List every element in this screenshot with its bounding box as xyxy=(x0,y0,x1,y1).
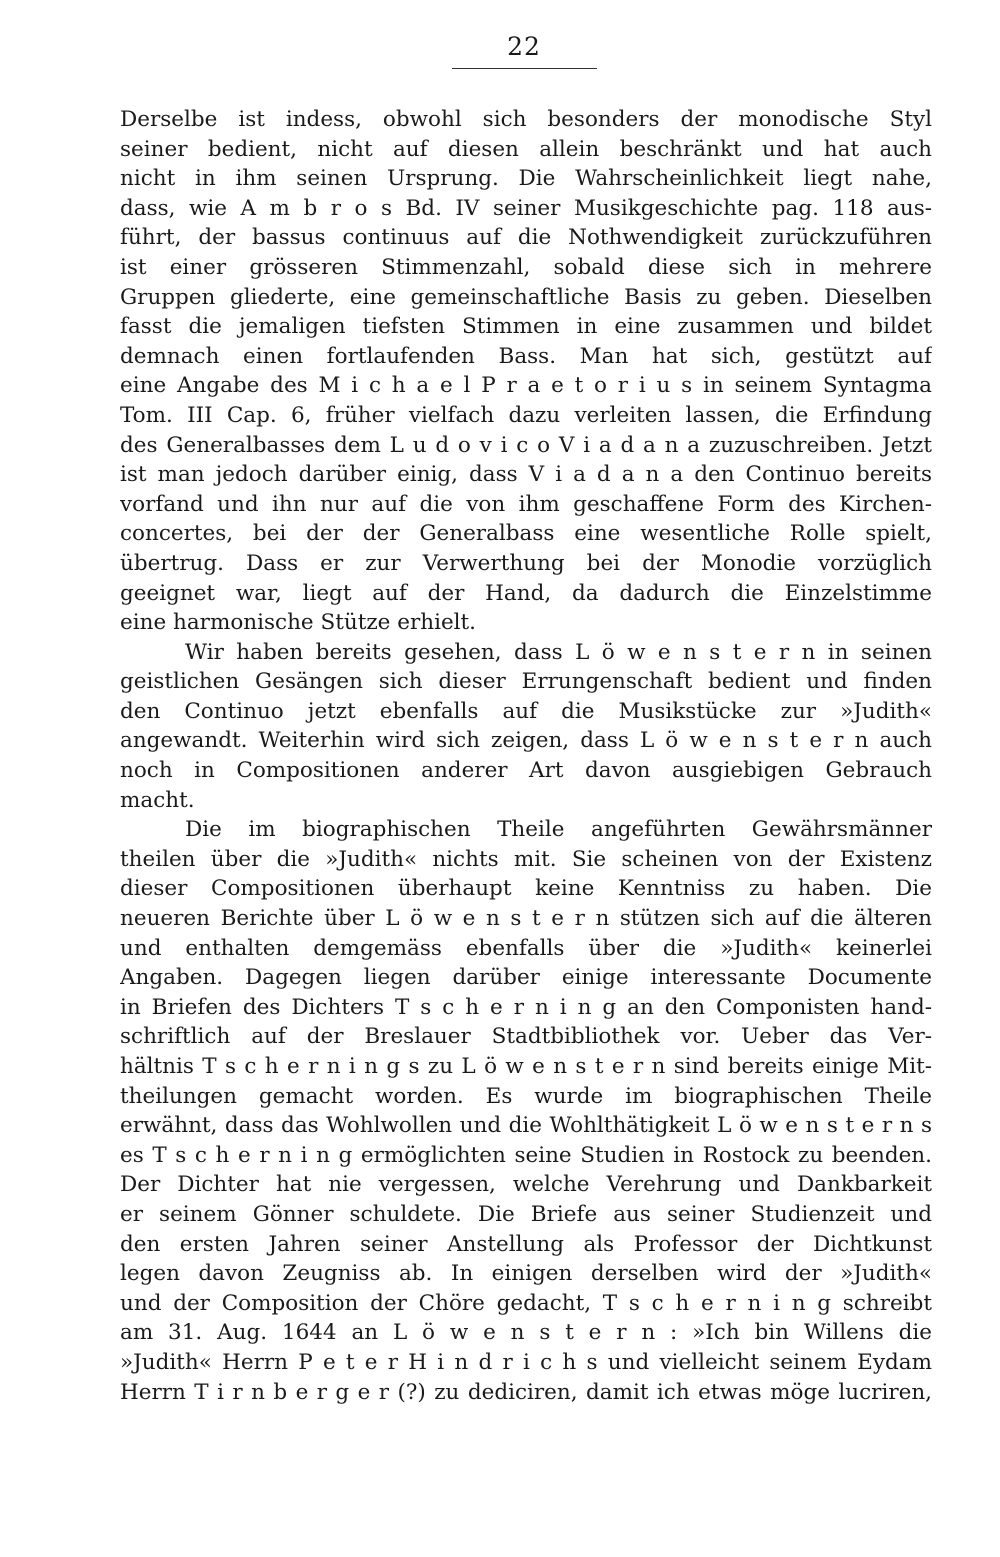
text-line: geistlichen Gesängen sich dieser Errungenschaft bedient und finden xyxy=(120,669,932,695)
text-line: noch in Compositionen anderer Art davon ausgiebigen Gebrauch xyxy=(120,758,932,784)
text-line: macht. xyxy=(120,787,195,813)
text-line: Die im biographischen Theile angeführten Gewährsmänner xyxy=(185,817,932,843)
text-line: Der Dichter hat nie vergessen, welche Verehrung und Dankbarkeit xyxy=(120,1172,932,1198)
text-line: theilungen gemacht worden. Es wurde im biographischen Theile xyxy=(120,1083,932,1109)
text-line: Angaben. Dagegen liegen darüber einige interessante Documente xyxy=(120,965,932,991)
text-line: es T s c h e r n i n g ermöglichten seine Studien in Rostock zu beenden. xyxy=(120,1142,932,1168)
text-line: in Briefen des Dichters T s c h e r n i n g an den Componisten hand- xyxy=(120,994,932,1020)
text-line: erwähnt, dass das Wohlwollen und die Wohlthätigkeit L ö w e n s t e r n s xyxy=(120,1113,932,1139)
text-line: ist man jedoch darüber einig, dass V i a d a n a den Continuo bereits xyxy=(120,462,932,488)
text-line: »Judith« Herrn P e t e r H i n d r i c h s und vielleicht seinem Eydam xyxy=(120,1349,932,1375)
text-line: theilen über die »Judith« nichts mit. Sie scheinen von der Existenz xyxy=(120,846,932,872)
text-line: er seinem Gönner schuldete. Die Briefe aus seiner Studienzeit und xyxy=(120,1201,932,1227)
text-line: geeignet war, liegt auf der Hand, da dadurch die Einzelstimme xyxy=(120,580,932,606)
text-line: demnach einen fortlaufenden Bass. Man hat sich, gestützt auf xyxy=(120,343,932,369)
text-line: fasst die jemaligen tiefsten Stimmen in eine zusammen und bildet xyxy=(120,314,932,340)
text-line: Herrn T i r n b e r g e r (?) zu dediciren, damit ich etwas möge lucriren, xyxy=(120,1379,932,1405)
body-text xyxy=(120,105,932,1407)
text-line: des Generalbasses dem L u d o v i c o V i a d a n a zuzuschreiben. Jetzt xyxy=(120,432,932,458)
header-rule xyxy=(452,68,597,69)
text-line: übertrug. Dass er zur Verwerthung bei der Monodie vorzüglich xyxy=(120,550,932,576)
text-line: seiner bedient, nicht auf diesen allein beschränkt und hat auch xyxy=(120,136,932,162)
text-line: legen davon Zeugniss ab. In einigen derselben wird der »Judith« xyxy=(120,1261,932,1287)
text-line: dieser Compositionen überhaupt keine Kenntniss zu haben. Die xyxy=(120,876,932,902)
text-line: Wir haben bereits gesehen, dass L ö w e n s t e r n in seinen xyxy=(185,639,932,665)
text-line: neueren Berichte über L ö w e n s t e r n stützen sich auf die älteren xyxy=(120,906,932,932)
text-line: vorfand und ihn nur auf die von ihm geschaffene Form des Kirchen- xyxy=(120,491,932,517)
text-line: Tom. III Cap. 6, früher vielfach dazu verleiten lassen, die Erfindung xyxy=(120,402,932,428)
text-line: führt, der bassus continuus auf die Nothwendigkeit zurückzuführen xyxy=(120,225,932,251)
text-line: angewandt. Weiterhin wird sich zeigen, dass L ö w e n s t e r n auch xyxy=(120,728,932,754)
text-line: schriftlich auf der Breslauer Stadtbibliothek vor. Ueber das Ver- xyxy=(120,1024,932,1050)
text-line: Gruppen gliederte, eine gemeinschaftliche Basis zu geben. Dieselben xyxy=(120,284,932,310)
text-line: den ersten Jahren seiner Anstellung als Professor der Dichtkunst xyxy=(120,1231,932,1257)
text-line: hältnis T s c h e r n i n g s zu L ö w e n s t e r n sind bereits einige Mit- xyxy=(120,1054,932,1079)
text-line: Derselbe ist indess, obwohl sich besonders der monodische Styl xyxy=(120,107,932,132)
page-number: 22 xyxy=(507,32,541,61)
text-line: und der Composition der Chöre gedacht, T s c h e r n i n g schreibt xyxy=(120,1290,932,1316)
text-line: dass, wie A m b r o s Bd. IV seiner Musikgeschichte pag. 118 aus- xyxy=(120,195,932,221)
text-line: ist einer grösseren Stimmenzahl, sobald diese sich in mehrere xyxy=(120,254,932,280)
text-line: den Continuo jetzt ebenfalls auf die Musikstücke zur »Judith« xyxy=(120,698,932,724)
text-line: am 31. Aug. 1644 an L ö w e n s t e r n : »Ich bin Willens die xyxy=(120,1320,932,1346)
text-line: und enthalten demgemäss ebenfalls über die »Judith« keinerlei xyxy=(120,935,932,961)
text-line: eine Angabe des M i c h a e l P r a e t o r i u s in seinem Syntagma xyxy=(120,373,932,399)
text-line: concertes, bei der der Generalbass eine wesentliche Rolle spielt, xyxy=(120,521,932,547)
text-line: eine harmonische Stütze erhielt. xyxy=(120,610,477,636)
text-line: nicht in ihm seinen Ursprung. Die Wahrscheinlichkeit liegt nahe, xyxy=(120,166,932,192)
